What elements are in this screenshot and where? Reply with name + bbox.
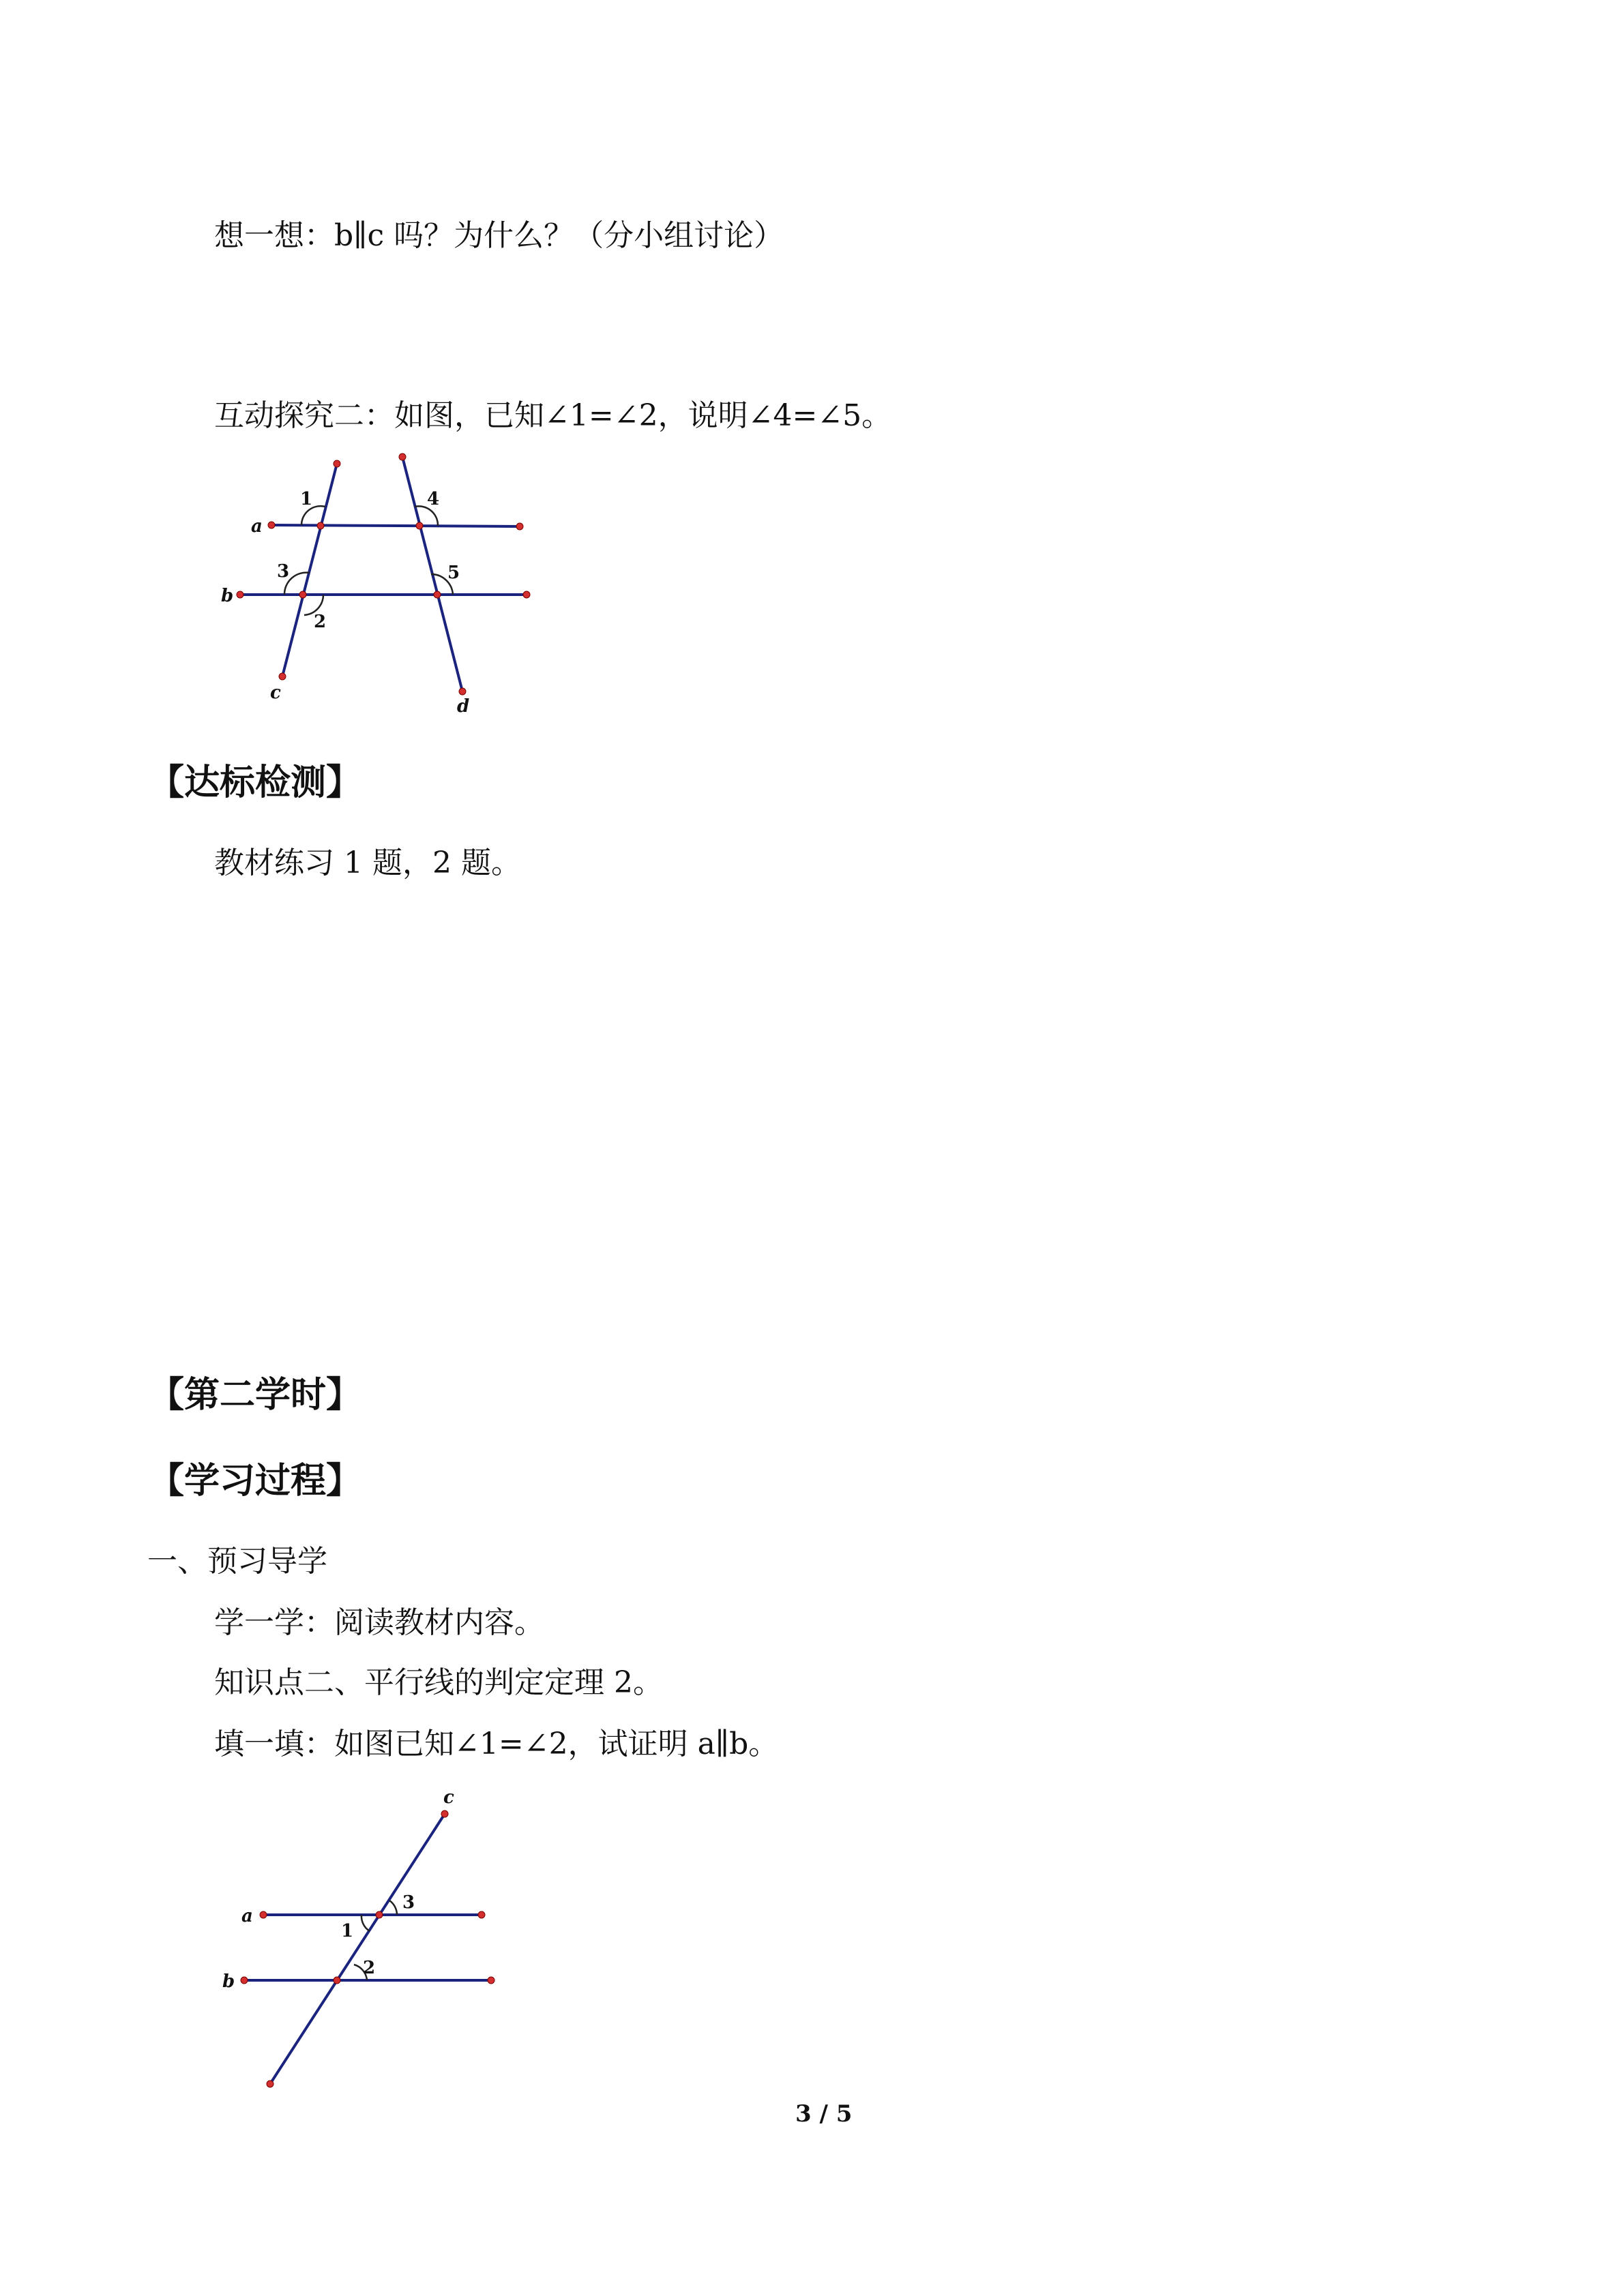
point bbox=[478, 1911, 485, 1918]
section-heading-second-period: 【第二学时】 bbox=[149, 1375, 362, 1416]
label-b: b bbox=[221, 586, 234, 606]
point bbox=[416, 522, 423, 529]
point bbox=[241, 1977, 248, 1984]
point bbox=[260, 1911, 267, 1918]
point bbox=[523, 591, 530, 598]
label-c: c bbox=[443, 1787, 454, 1808]
point bbox=[334, 1977, 340, 1984]
geometry-figure-1 bbox=[205, 436, 559, 723]
label-angle-2: 2 bbox=[363, 1958, 376, 1978]
knowledge-point: 知识点二、平行线的判定定理 2。 bbox=[214, 1665, 663, 1700]
point bbox=[267, 2081, 274, 2087]
point bbox=[516, 523, 523, 530]
line-a bbox=[271, 525, 520, 526]
point bbox=[434, 591, 441, 598]
label-b: b bbox=[222, 1971, 235, 1992]
page-number: 3 / 5 bbox=[795, 2100, 853, 2128]
section-heading-standard-check: 【达标检测】 bbox=[149, 762, 362, 803]
exercise-text: 教材练习 1 题，2 题。 bbox=[214, 846, 521, 880]
point bbox=[376, 1911, 383, 1918]
point bbox=[488, 1977, 494, 1984]
label-angle-3: 3 bbox=[402, 1892, 415, 1913]
label-angle-1: 1 bbox=[300, 489, 313, 509]
fill-question: 填一填：如图已知∠1=∠2，试证明 a∥b。 bbox=[214, 1727, 779, 1761]
label-c: c bbox=[270, 683, 281, 703]
label-d: d bbox=[457, 696, 470, 717]
label-angle-2: 2 bbox=[314, 612, 327, 632]
label-angle-4: 4 bbox=[427, 489, 440, 509]
geometry-figure-2 bbox=[205, 1787, 546, 2100]
point bbox=[279, 673, 286, 680]
point bbox=[268, 522, 275, 528]
angle-1-arc bbox=[361, 1915, 370, 1931]
explore-two-question: 互动探究二：如图，已知∠1=∠2，说明∠4=∠5。 bbox=[214, 398, 892, 433]
point bbox=[237, 591, 243, 598]
label-angle-1: 1 bbox=[341, 1921, 354, 1941]
point bbox=[299, 591, 306, 598]
label-a: a bbox=[241, 1906, 253, 1926]
label-a: a bbox=[251, 516, 263, 537]
point bbox=[334, 460, 340, 467]
angle-3-arc bbox=[389, 1900, 397, 1915]
point bbox=[317, 522, 324, 529]
line-c bbox=[270, 1814, 445, 2084]
think-question: 想一想：b∥c 吗？为什么？（分小组讨论） bbox=[214, 218, 784, 253]
preview-title: 一、预习导学 bbox=[147, 1544, 327, 1579]
section-heading-learning-process: 【学习过程】 bbox=[149, 1461, 362, 1502]
point bbox=[459, 688, 466, 695]
label-angle-3: 3 bbox=[277, 561, 290, 582]
point bbox=[441, 1810, 448, 1817]
point bbox=[399, 453, 406, 460]
label-angle-5: 5 bbox=[447, 563, 460, 583]
learn-text: 学一学：阅读教材内容。 bbox=[214, 1605, 544, 1640]
